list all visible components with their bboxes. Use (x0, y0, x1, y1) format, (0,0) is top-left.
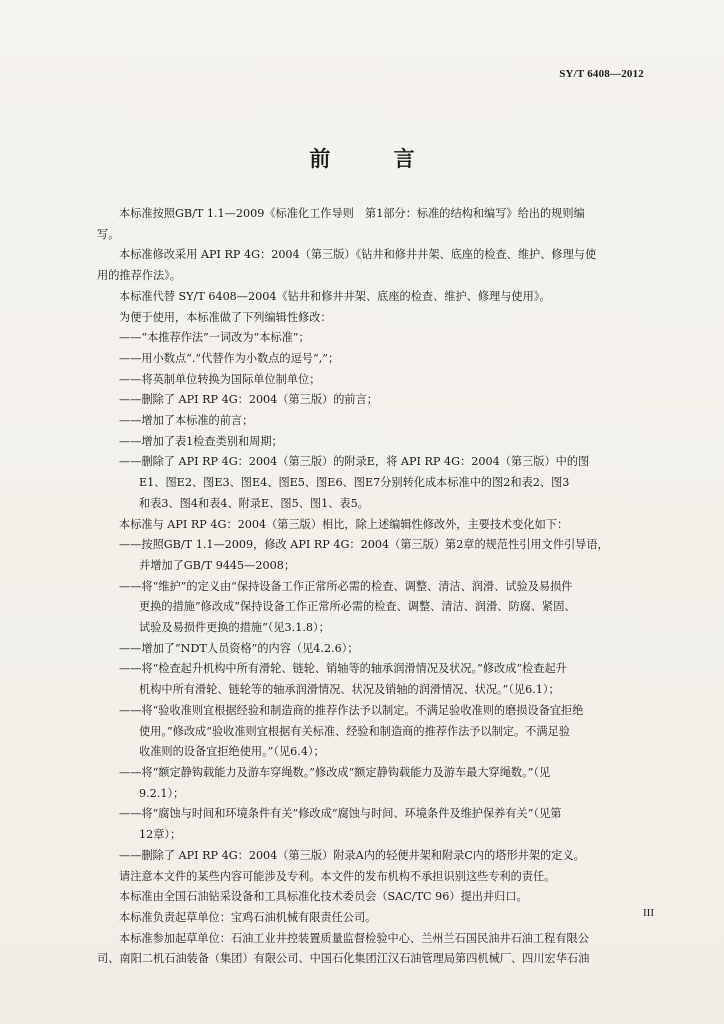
text-line: 更换的措施”修改成“保持设备工作正常所必需的检查、调整、清洁、润滑、防腐、紧固、 (139, 600, 576, 614)
text-line: 收准则的设备宜拒绝使用。”（见6.4）； (139, 745, 325, 759)
standard-code: SY/T 6408—2012 (559, 68, 644, 80)
text-line: 和表3、图4和表4、附录E、图5、图1、表5。 (139, 496, 369, 510)
text-line: ——删除了 API RP 4G：2004（第三版）的前言； (119, 393, 378, 407)
text-line: ——删除了 API RP 4G：2004（第三版）的附录E，将 API RP 4G：2004（第三版）中的图 (119, 455, 590, 469)
text-line: ——“本推荐作法”一词改为“本标准”； (119, 331, 310, 345)
page-number: III (643, 907, 654, 919)
text-line: 12章）； (139, 828, 182, 842)
text-line: ——按照GB/T 1.1—2009，修改 API RP 4G：2004（第三版）第2章的规范性引用文件引导语， (119, 538, 609, 552)
text-line: ——增加了表1检查类别和周期； (119, 434, 283, 448)
text-line: 试验及易损件更换的措施”（见3.1.8）； (139, 621, 330, 635)
text-line: ——将“额定静钩载能力及游车穿绳数。”修改成“额定静钩载能力及游车最大穿绳数。”（见 (119, 765, 551, 779)
text-line: 9.2.1）； (139, 786, 185, 800)
text-line: ——删除了 API RP 4G：2004（第三版）附录A内的轻便井架和附录C内的塔形井架的定义。 (119, 848, 585, 862)
page-title: 前 言 (309, 146, 443, 171)
text-line: 本标准参加起草单位：石油工业井控装置质量监督检验中心、兰州兰石国民油井石油工程有限公 (119, 931, 589, 945)
text-line: 本标准代替 SY/T 6408—2004《钻井和修井井架、底座的检查、维护、修理与使用》。 (119, 289, 551, 303)
text-line: ——将“维护”的定义由“保持设备工作正常所必需的检查、调整、清洁、润滑、试验及易损件 (119, 579, 573, 593)
text-line: ——增加了本标准的前言； (119, 414, 254, 428)
text-line: 为便于使用，本标准做了下列编辑性修改： (119, 310, 332, 324)
foreword-body (97, 204, 657, 970)
text-line: 并增加了GB/T 9445—2008； (139, 558, 296, 572)
text-line: 本标准负责起草单位：宝鸡石油机械有限责任公司。 (119, 910, 377, 924)
text-line: 机构中所有滑轮、链轮等的轴承润滑情况、状况及销轴的润滑情况、状况。”（见6.1）； (139, 683, 560, 697)
text-line: ——增加了“NDT人员资格”的内容（见4.2.6）； (119, 641, 359, 655)
text-line: ——将“腐蚀与时间和环境条件有关”修改成“腐蚀与时间、环境条件及维护保养有关”（见第 (119, 807, 562, 821)
text-line: 本标准与 API RP 4G：2004（第三版）相比，除上述编辑性修改外，主要技术变化如下： (119, 517, 569, 531)
text-line: ——将“验收准则宜根据经验和制造商的推荐作法予以制定。不满足验收准则的磨损设备宜拒绝 (119, 703, 584, 717)
text-line: 司、南阳二机石油装备（集团）有限公司、中国石化集团江汉石油管理局第四机械厂、四川宏华石油 (97, 952, 590, 966)
text-line: 用的推荐作法》。 (97, 269, 181, 283)
text-line: 本标准按照GB/T 1.1—2009《标准化工作导则 第1部分：标准的结构和编写》给出的规则编 (119, 207, 585, 220)
text-line: E1、图E2、图E3、图E4、图E5、图E6、图E7分别转化成本标准中的图2和表2、图3 (139, 476, 570, 490)
text-line: 本标准修改采用 API RP 4G：2004（第三版）《钻井和修井井架、底座的检查、维护、修理与使 (119, 248, 597, 262)
text-line: ——将“检查起升机构中所有滑轮、链轮、销轴等的轴承润滑情况及状况。”修改成“检查起升 (119, 662, 567, 676)
text-line: ——用小数点“.”代替作为小数点的逗号“,”； (119, 351, 340, 365)
text-line: 本标准由全国石油钻采设备和工具标准化技术委员会（SAC/TC 96）提出并归口。 (119, 890, 528, 904)
text-line: 使用。”修改成“验收准则宜根据有关标准、经验和制造商的推荐作法予以制定。不满足验 (139, 724, 570, 738)
text-line: ——将英制单位转换为国际单位制单位； (119, 372, 321, 386)
text-line: 写。 (97, 227, 120, 241)
text-line: 请注意本文件的某些内容可能涉及专利。本文件的发布机构不承担识别这些专利的责任。 (119, 869, 556, 883)
